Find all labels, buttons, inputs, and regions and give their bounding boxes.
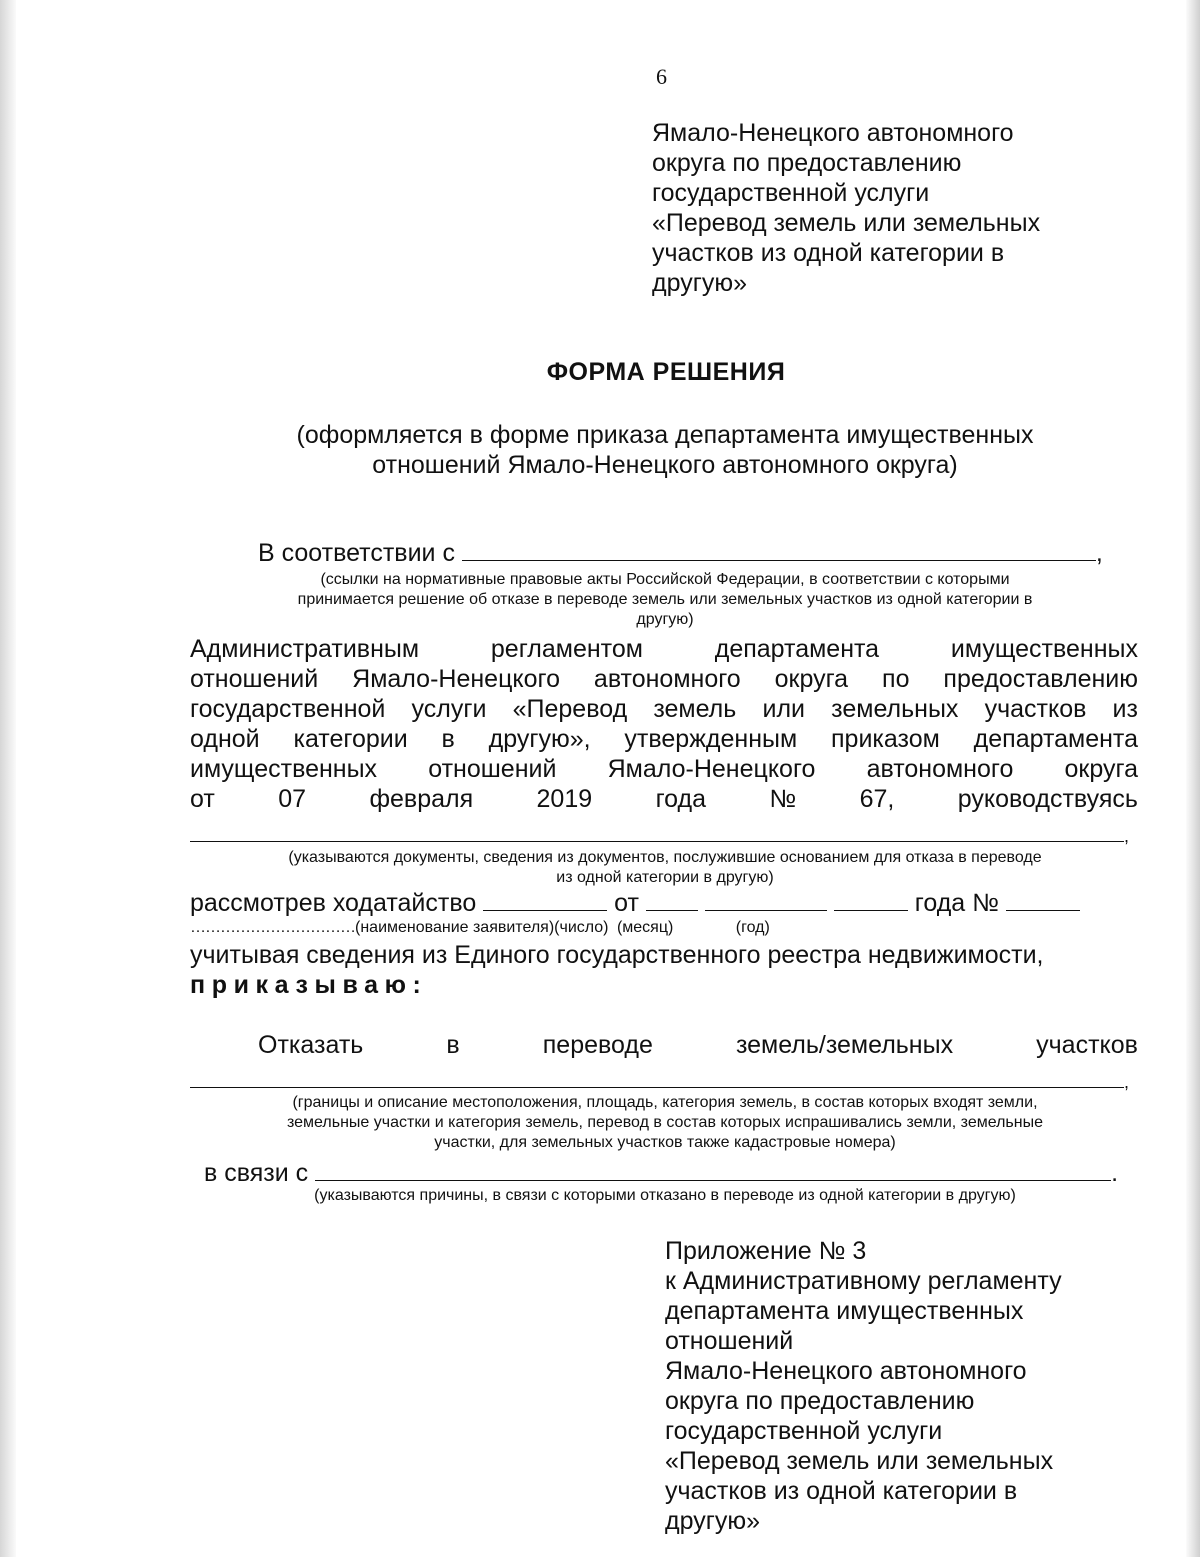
appendix-line: департамента имущественных [665, 1297, 1024, 1325]
hint-line: (указываются документы, сведения из документов, послужившие основанием для отказа в переводе [288, 849, 1042, 866]
appendix-line: отношений [665, 1327, 794, 1355]
reason-hint: (указываются причины, в связи с которыми отказано в переводе из одной категории в другую) [314, 1187, 1016, 1204]
hint-line: другую) [636, 611, 694, 628]
p1-lead: В соответствии с [258, 539, 455, 567]
body-word: имущественных [190, 755, 378, 783]
refuse-word: переводе [542, 1031, 653, 1059]
egrn-line: учитывая сведения из Единого государственного реестра недвижимости, [190, 941, 1044, 969]
header-line: «Перевод земель или земельных [652, 209, 1041, 237]
petition-lead: рассмотрев ходатайство [190, 889, 477, 917]
document-subtitle [240, 420, 1090, 480]
body-word: руководствуясь [957, 785, 1138, 813]
hint-line: (ссылки на нормативные правовые акты Российской Федерации, в соответствии с которыми [320, 571, 1010, 588]
applicant-field[interactable] [483, 888, 607, 911]
p1-line [258, 538, 1138, 568]
body-line: государственной услуги «Перевод земель или земельных участков из [190, 695, 1138, 723]
year-field[interactable] [834, 888, 908, 911]
appendix-line: другую» [665, 1507, 760, 1535]
hint-line: из одной категории в другую) [556, 869, 774, 886]
subtitle-line: отношений Ямало-Ненецкого автономного округа) [372, 451, 958, 479]
document-title: ФОРМА РЕШЕНИЯ [546, 358, 786, 386]
appendix-line: государственной услуги [665, 1417, 943, 1445]
reason-trail: . [1111, 1159, 1119, 1187]
hint-name: (наименование заявителя) [355, 919, 555, 936]
petition-year-no: года № [914, 889, 999, 917]
refuse-line [258, 1030, 1138, 1060]
subtitle-line: (оформляется в форме приказа департамента имущественных [296, 421, 1034, 449]
p2-trail: , [1124, 826, 1130, 846]
p3-blank-field[interactable] [190, 1073, 1124, 1088]
body-paragraph [190, 634, 1138, 814]
p2-hint [190, 848, 1140, 888]
body-word: регламентом [490, 635, 643, 663]
petition-from: от [614, 889, 639, 917]
body-word: автономного [866, 755, 1014, 783]
hint-line: участки, для земельных участков также кадастровые номера) [434, 1134, 896, 1151]
p1-hint [195, 570, 1135, 630]
page-number: 6 [656, 64, 667, 89]
month-field[interactable] [705, 888, 827, 911]
body-word: Административным [190, 635, 420, 663]
p3-hint [190, 1093, 1140, 1153]
scan-edge-right [1186, 0, 1200, 1557]
body-word: 67, [859, 785, 895, 813]
body-word: отношений [428, 755, 557, 783]
hint-line: принимается решение об отказе в переводе земель или земельных участков из одной категории в [297, 591, 1033, 608]
hint-line: (границы и описание местоположения, площадь, категория земель, в состав которых входят земли, [292, 1094, 1038, 1111]
header-block [652, 118, 1040, 298]
day-field[interactable] [646, 888, 698, 911]
body-word: округа [1064, 755, 1138, 783]
body-word: 07 [278, 785, 307, 813]
p2-blank-field[interactable] [190, 827, 1124, 842]
refuse-word: в [446, 1031, 460, 1059]
body-word: 2019 [536, 785, 593, 813]
appendix-line: Приложение № 3 [665, 1237, 867, 1265]
petition-line [190, 888, 1135, 918]
header-line: участков из одной категории в [652, 239, 1005, 267]
refuse-word: земель/земельных [735, 1031, 954, 1059]
body-line: одной категории в другую», утвержденным приказом департамента [190, 725, 1138, 753]
reason-line [204, 1158, 1139, 1188]
header-line: округа по предоставлению [652, 149, 962, 177]
hint-line: земельные участки и категория земель, перевод в состав которых испрашивались земли, земельные [287, 1114, 1043, 1131]
scan-edge-left [0, 0, 16, 1557]
hint-day: (число) [554, 919, 609, 936]
header-line: государственной услуги [652, 179, 930, 207]
number-field[interactable] [1006, 888, 1080, 911]
reason-blank-field[interactable] [315, 1158, 1111, 1181]
order-word: приказываю: [190, 971, 428, 999]
p1-trail: , [1095, 539, 1103, 567]
hint-dots: …………………………… [190, 919, 355, 936]
appendix-line: Ямало-Ненецкого автономного [665, 1357, 1027, 1385]
hint-year: (год) [735, 919, 770, 936]
p3-trail: , [1124, 1072, 1130, 1092]
body-line [190, 784, 1138, 814]
appendix-line: «Перевод земель или земельных [665, 1447, 1054, 1475]
reason-lead: в связи с [204, 1159, 309, 1187]
body-word: департамента [714, 635, 880, 663]
body-word: февраля [369, 785, 474, 813]
body-word: Ямало-Ненецкого [607, 755, 816, 783]
body-line [190, 634, 1138, 664]
p3-line [190, 1072, 1138, 1093]
body-word: от [190, 785, 215, 813]
refuse-word: участков [1036, 1031, 1138, 1059]
appendix-line: округа по предоставлению [665, 1387, 975, 1415]
p1-blank-field[interactable] [462, 538, 1096, 561]
body-word: года [655, 785, 706, 813]
petition-hint [190, 918, 950, 938]
appendix-line: к Административному регламенту [665, 1267, 1062, 1295]
refuse-word: Отказать [258, 1031, 364, 1059]
appendix-line: участков из одной категории в [665, 1477, 1018, 1505]
body-word: № [769, 785, 797, 813]
body-line: отношений Ямало-Ненецкого автономного округа по предоставлению [190, 665, 1138, 693]
p2-line [190, 826, 1138, 847]
appendix-block [665, 1236, 1062, 1536]
hint-month: (месяц) [616, 919, 674, 936]
body-line [190, 754, 1138, 784]
header-line: Ямало-Ненецкого автономного [652, 119, 1014, 147]
body-word: имущественных [950, 635, 1138, 663]
header-line: другую» [652, 269, 747, 297]
